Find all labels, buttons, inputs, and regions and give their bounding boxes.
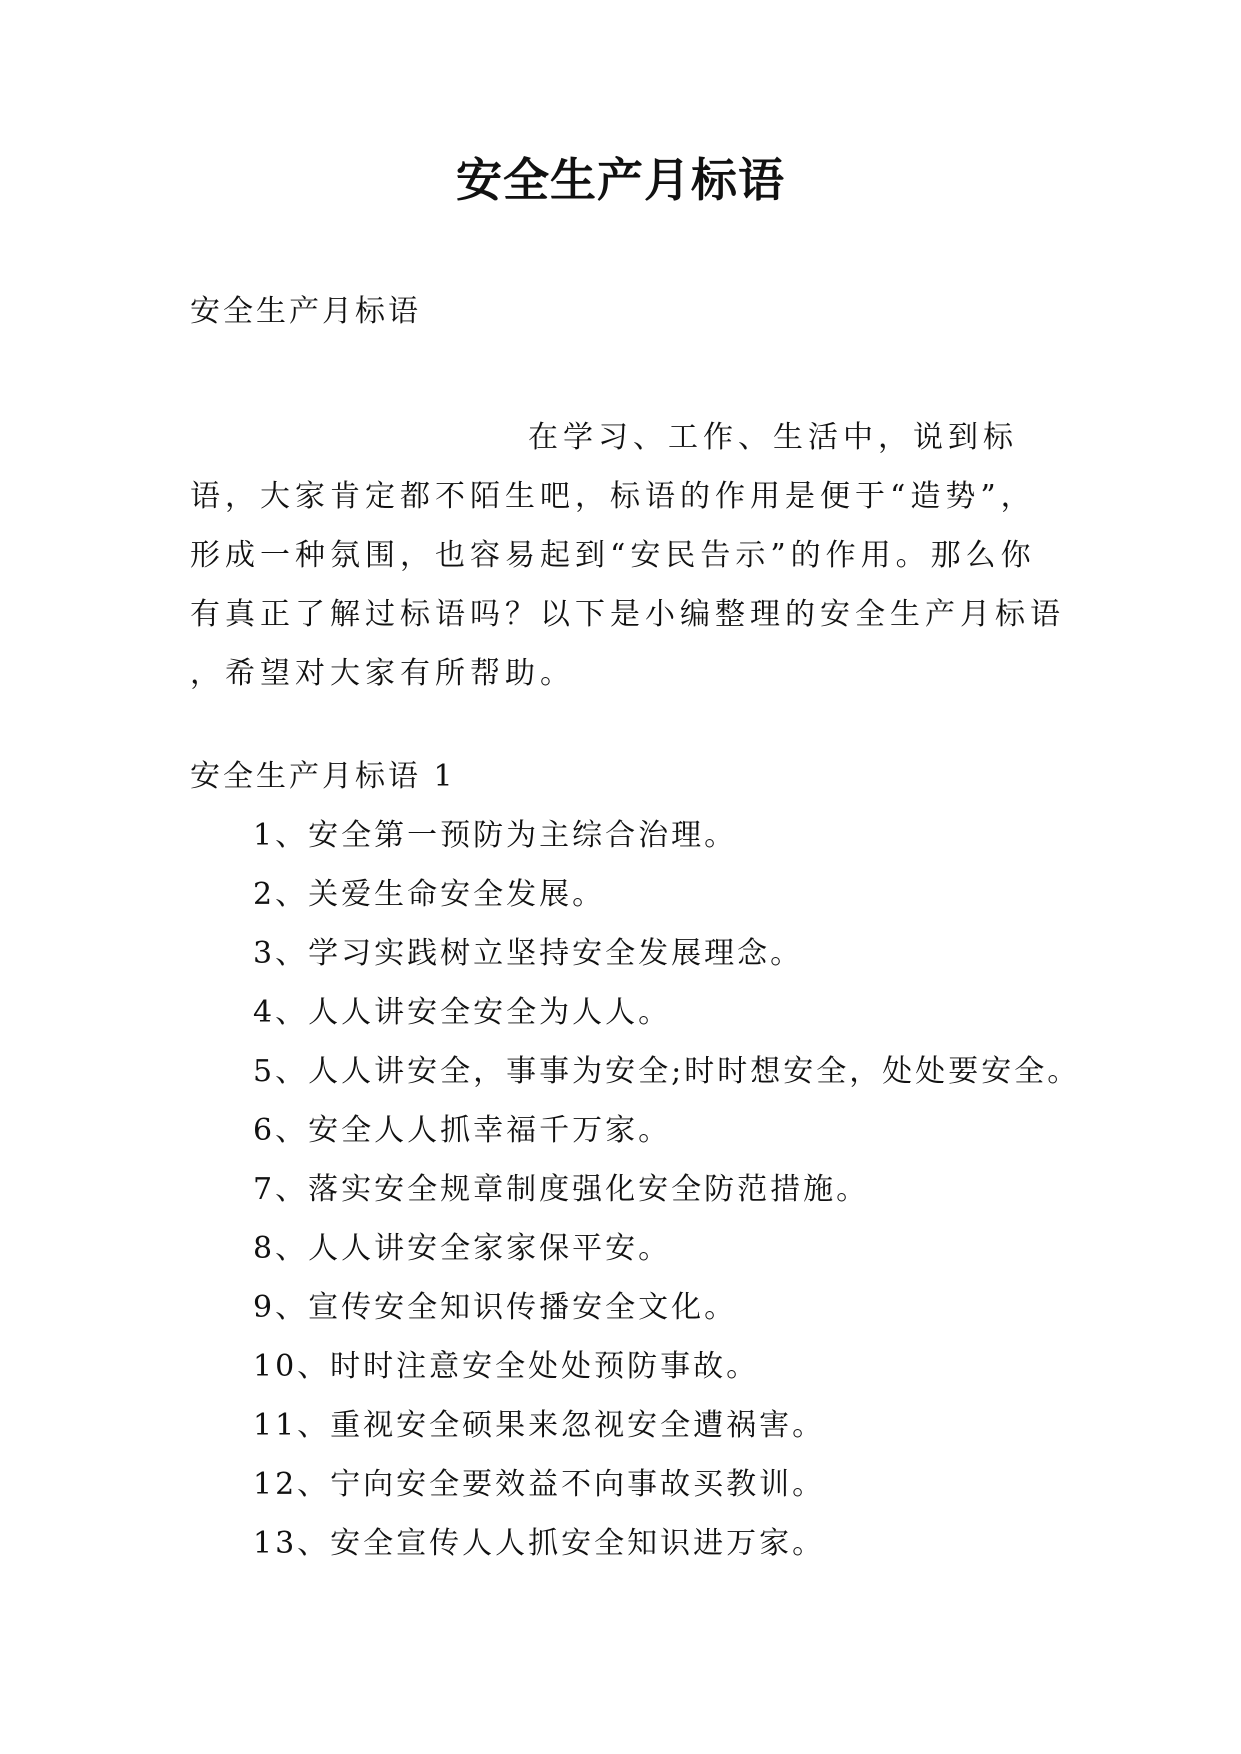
slogan-item: 7、落实安全规章制度强化安全防范措施。 [253,1172,870,1207]
slogan-item: 1、安全第一预防为主综合治理。 [253,818,738,853]
slogan-list [253,806,1080,1573]
slogan-item: 2、关爱生命安全发展。 [253,877,606,912]
slogan-item: 5、人人讲安全，事事为安全;时时想安全，处处要安全。 [253,1054,1081,1089]
slogan-item: 6、安全人人抓幸福千万家。 [253,1113,672,1148]
slogan-item: 12、宁向安全要效益不向事故买教训。 [253,1467,826,1502]
document-title: 安全生产月标语 [456,153,785,207]
slogan-item: 8、人人讲安全家家保平安。 [253,1231,672,1266]
section-heading: 安全生产月标语 1 [190,759,456,794]
intro-paragraph: 在学习、工作、生活中，说到标语，大家肯定都不陌生吧，标语的作用是便于“造势”，形成一种氛围，也容易起到“安民告示”的作用。那么你有真正了解过标语吗？以下是小编整理的安全生产月标语 ，希望对大家有所帮助。 [190,420,1065,691]
document-subtitle: 安全生产月标语 [190,294,421,329]
slogan-item: 3、学习实践树立坚持安全发展理念。 [253,936,804,971]
slogan-item: 11、重视安全硕果来忽视安全遭祸害。 [253,1408,826,1443]
slogan-item: 13、安全宣传人人抓安全知识进万家。 [253,1526,826,1561]
slogan-item: 10、时时注意安全处处预防事故。 [253,1349,760,1384]
slogan-item: 4、人人讲安全安全为人人。 [253,995,672,1030]
slogan-item: 9、宣传安全知识传播安全文化。 [253,1290,738,1325]
